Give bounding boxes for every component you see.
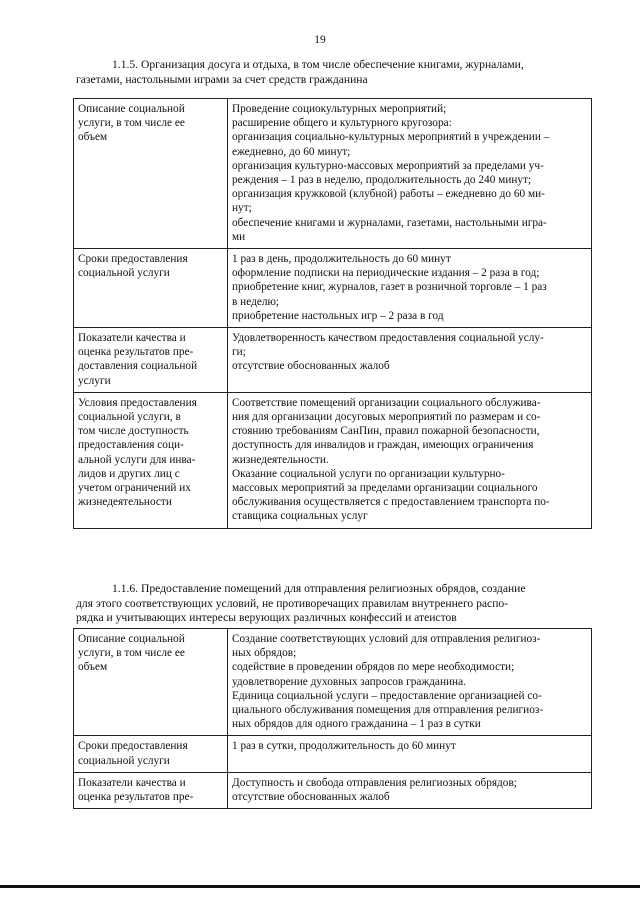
row-value-line: Проведение социокультурных мероприятий; xyxy=(232,103,447,115)
table-row xyxy=(74,392,592,528)
row-label-line: объем xyxy=(78,661,108,674)
row-value-line: обеспечение книгами и журналами, газетами, настольными игра- xyxy=(232,216,547,229)
row-label-cell xyxy=(74,392,228,528)
row-value-cell xyxy=(228,629,592,736)
row-value-cell xyxy=(228,249,592,328)
row-value-line: приобретение книг, журналов, газет в розничной торговле – 1 раз xyxy=(232,281,547,294)
row-label-line: Показатели качества и xyxy=(78,332,186,345)
service-table-1-1-6 xyxy=(73,628,592,809)
table-row xyxy=(74,772,592,808)
row-label-line: оценка результатов пре- xyxy=(78,791,194,804)
row-value-line: 1 раз в день, продолжительность до 60 минут xyxy=(232,253,451,266)
row-value-line: ния для организации досуговых мероприятий по размерам и со- xyxy=(232,411,541,424)
row-label-line: услуги, в том числе ее xyxy=(78,117,185,130)
table-row xyxy=(74,328,592,393)
row-label-line: Условия предоставления xyxy=(78,396,197,409)
row-label-cell xyxy=(74,249,228,328)
heading-line: газетами, настольными играми за счет средств гражданина xyxy=(76,72,368,86)
service-table-1-1-5 xyxy=(73,98,592,529)
row-value-line: ставщика социальных услуг xyxy=(232,510,368,523)
row-value-line: организация кружковой (клубной) работы – ежедневно до 60 ми- xyxy=(232,188,545,201)
row-label-cell xyxy=(74,772,228,808)
row-value-cell xyxy=(228,328,592,393)
heading-line: 1.1.5. Организация досуга и отдыха, в том числе обеспечение книгами, журналами, xyxy=(112,58,524,71)
row-value-cell xyxy=(228,736,592,772)
row-value-line: отсутствие обоснованных жалоб xyxy=(232,791,390,804)
row-value-line: Единица социальной услуги – предоставление организацией со- xyxy=(232,689,542,702)
row-label-cell xyxy=(74,99,228,249)
row-value-line: приобретение настольных игр – 2 раза в год xyxy=(232,309,444,322)
row-label-line: услуги, в том числе ее xyxy=(78,647,185,660)
row-value-line: стоянию требованиям СанПин, правил пожарной безопасности, xyxy=(232,425,540,438)
row-label-line: оценка результатов пре- xyxy=(78,346,194,359)
row-value-line: Создание соответствующих условий для отправления религиоз- xyxy=(232,633,541,645)
row-label-line: Описание социальной xyxy=(78,103,185,115)
row-label-cell xyxy=(74,736,228,772)
row-value-line: организация культурно-массовых мероприятий за пределами уч- xyxy=(232,159,544,172)
row-value-line: оформление подписки на периодические издания – 2 раза в год; xyxy=(232,267,540,280)
row-value-line: ми xyxy=(232,230,246,243)
row-value-cell xyxy=(228,392,592,528)
heading-line: для этого соответствующих условий, не противоречащих правилам внутреннего распо- xyxy=(76,596,509,610)
heading-line: 1.1.6. Предоставление помещений для отправления религиозных обрядов, создание xyxy=(112,582,526,595)
heading-line: рядка и учитывающих интересы верующих различных конфессий и атеистов xyxy=(76,611,457,624)
row-value-line: обслуживания осуществляется с предоставлением транспорта по- xyxy=(232,496,550,509)
row-label-line: Сроки предоставления xyxy=(78,740,188,753)
row-value-line: массовых мероприятий за пределами организации социального xyxy=(232,482,538,495)
row-label-line: услуги xyxy=(78,374,111,387)
row-label-line: Описание социальной xyxy=(78,633,185,645)
row-value-line: ежедневно, до 60 минут; xyxy=(232,145,351,158)
table-row xyxy=(74,736,592,772)
row-value-line: доступность для инвалидов и граждан, имеющих ограничения xyxy=(232,439,534,452)
row-label-line: социальной услуги xyxy=(78,267,170,280)
row-value-cell xyxy=(228,99,592,249)
row-label-line: лидов и других лиц с xyxy=(78,467,180,480)
table-row xyxy=(74,629,592,736)
section-heading-1-1-6 xyxy=(76,582,584,626)
row-value-line: Оказание социальной услуги по организации культурно- xyxy=(232,467,505,480)
row-label-line: жизнедеятельности xyxy=(78,496,172,509)
row-label-line: том числе доступность xyxy=(78,425,189,438)
row-value-line: Доступность и свобода отправления религиозных обрядов; xyxy=(232,776,517,789)
row-value-line: отсутствие обоснованных жалоб xyxy=(232,360,390,373)
row-value-line: нут; xyxy=(232,202,252,215)
row-label-cell xyxy=(74,328,228,393)
row-label-cell xyxy=(74,629,228,736)
row-label-line: доставления социальной xyxy=(78,360,198,373)
row-value-line: расширение общего и культурного кругозора: xyxy=(232,117,452,130)
row-value-line: жизнедеятельности. xyxy=(232,453,329,466)
row-value-line: Соответствие помещений организации социального обслужива- xyxy=(232,396,541,409)
row-value-line: 1 раз в сутки, продолжительность до 60 минут xyxy=(232,740,456,753)
row-value-line: Удовлетворенность качеством предоставления социальной услу- xyxy=(232,332,544,345)
row-value-cell xyxy=(228,772,592,808)
table-row xyxy=(74,99,592,249)
bottom-rule xyxy=(0,885,640,888)
row-label-line: объем xyxy=(78,131,108,144)
row-label-line: социальной услуги xyxy=(78,754,170,767)
row-label-line: альной услуги для инва- xyxy=(78,453,196,466)
row-value-line: ги; xyxy=(232,346,246,359)
page-number: 19 xyxy=(314,34,326,46)
row-label-line: социальной услуги, в xyxy=(78,411,181,424)
row-label-line: предоставления соци- xyxy=(78,439,184,452)
section-heading-1-1-5 xyxy=(76,58,584,87)
table-row xyxy=(74,249,592,328)
row-label-line: учетом ограничений их xyxy=(78,482,191,495)
row-value-line: реждения – 1 раз в неделю, продолжительность до 240 минут; xyxy=(232,174,532,187)
row-value-line: организация социально-культурных мероприятий в учреждении – xyxy=(232,131,550,144)
row-value-line: удовлетворение духовных запросов гражданина. xyxy=(232,675,466,688)
row-value-line: в неделю; xyxy=(232,295,280,308)
row-value-line: ных обрядов; xyxy=(232,647,297,660)
row-label-line: Показатели качества и xyxy=(78,776,186,789)
row-value-line: циального обслуживания помещения для отправления религиоз- xyxy=(232,704,544,717)
row-value-line: ных обрядов для одного гражданина – 1 раз в сутки xyxy=(232,718,481,731)
row-value-line: содействие в проведении обрядов по мере необходимости; xyxy=(232,661,515,674)
row-label-line: Сроки предоставления xyxy=(78,253,188,266)
